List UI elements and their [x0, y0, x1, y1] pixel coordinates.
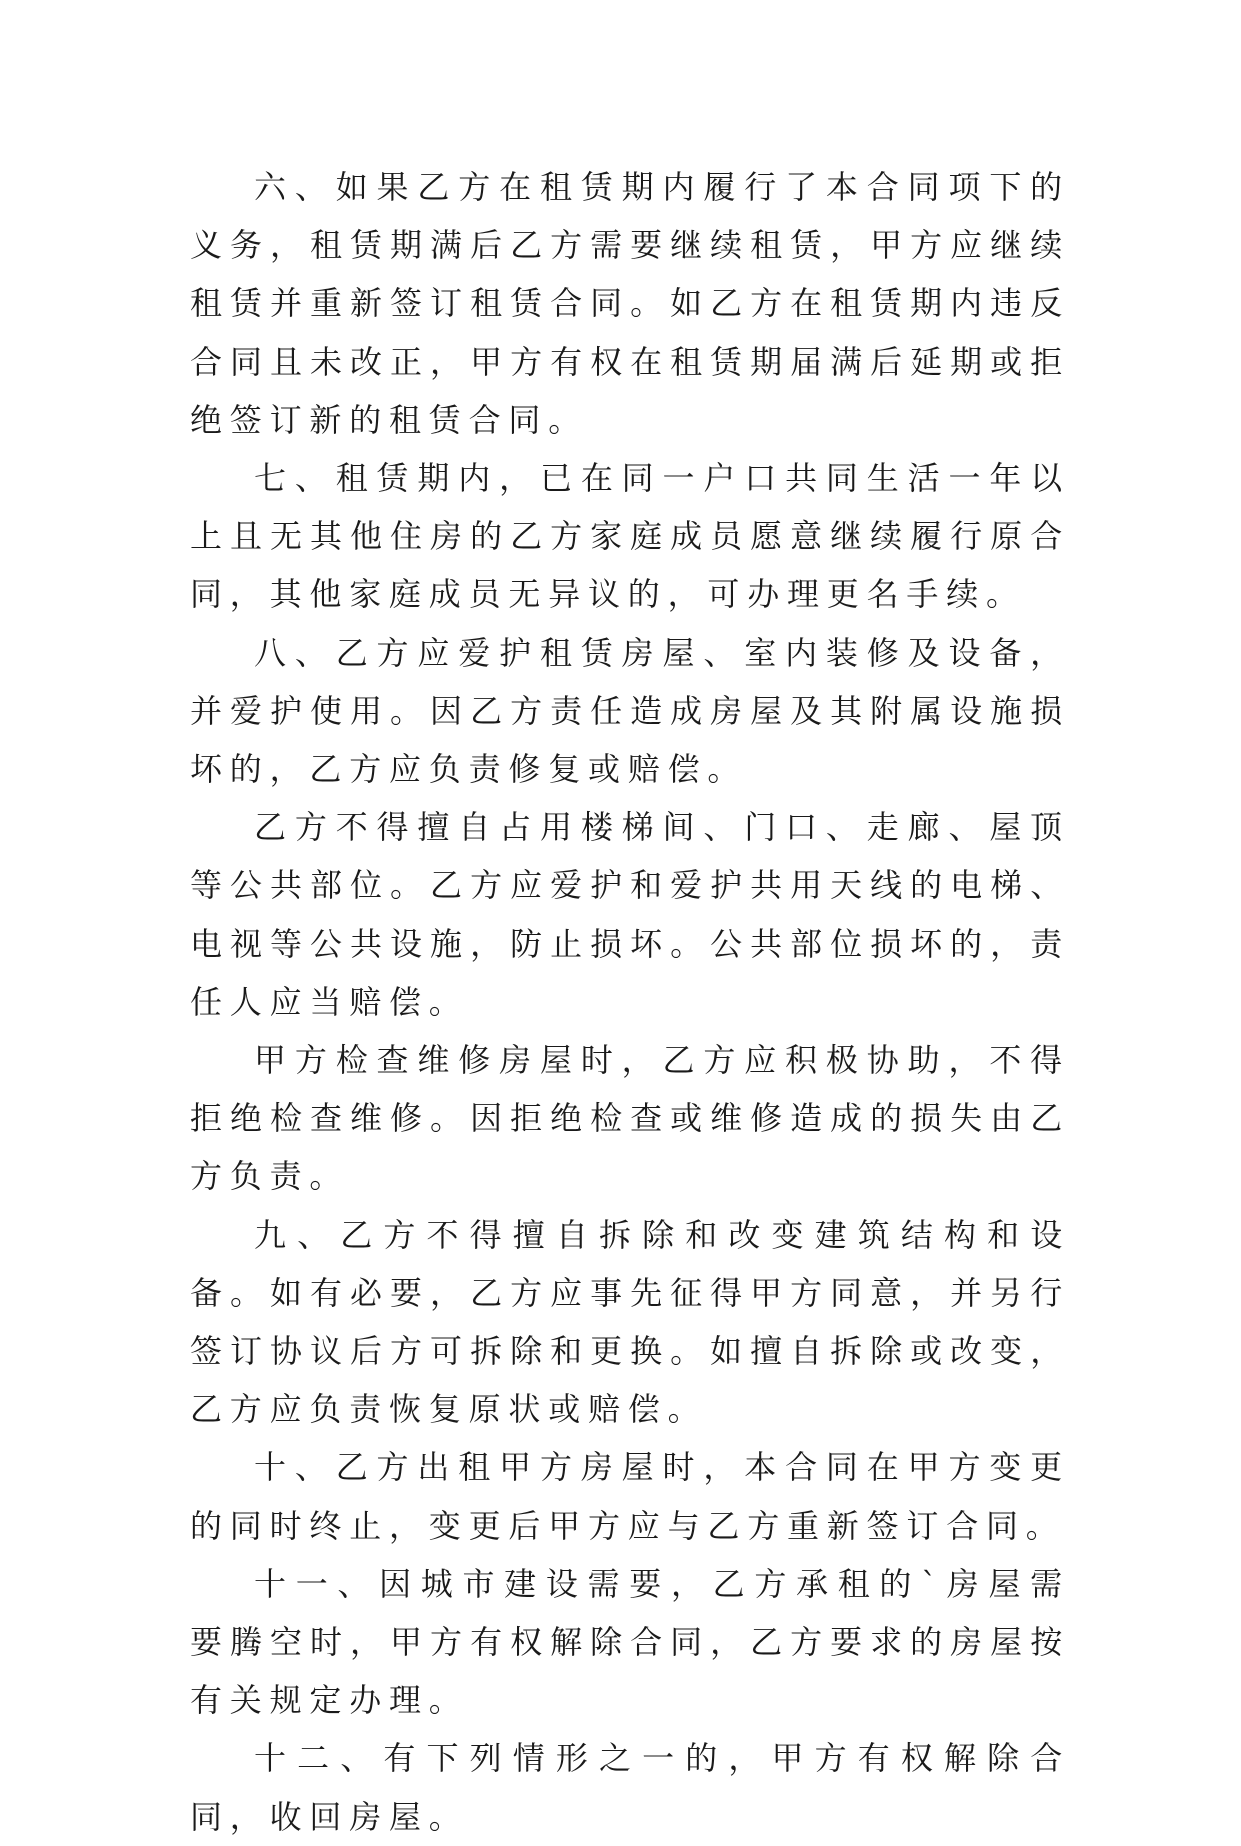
clause-6-renewal: 六、如果乙方在租赁期内履行了本合同项下的义务，租赁期满后乙方需要继续租赁，甲方应继续租赁并重新签订租赁合同。如乙方在租赁期内违反合同且未改正，甲方有权在租赁期届满后延期或拒绝签订新的租赁合同。 [190, 168, 1070, 439]
clause-10-transfer: 十、乙方出租甲方房屋时，本合同在甲方变更的同时终止，变更后甲方应与乙方重新签订合同。 [190, 1448, 1070, 1545]
clause-11-urban-construction: 十一、因城市建设需要，乙方承租的`房屋需要腾空时，甲方有权解除合同，乙方要求的房屋按有关规定办理。 [190, 1564, 1070, 1720]
clause-8-public-areas: 乙方不得擅自占用楼梯间、门口、走廊、屋顶等公共部位。乙方应爱护和爱护共用天线的电梯、电视等公共设施，防止损坏。公共部位损坏的，责任人应当赔偿。 [190, 808, 1070, 1021]
clause-7-name-change: 七、租赁期内，已在同一户口共同生活一年以上且无其他住房的乙方家庭成员愿意继续履行原合同，其他家庭成员无异议的，可办理更名手续。 [190, 459, 1070, 614]
clause-12-termination: 十二、有下列情形之一的，甲方有权解除合同，收回房屋。 [190, 1739, 1070, 1836]
clause-9-structure: 九、乙方不得擅自拆除和改变建筑结构和设备。如有必要，乙方应事先征得甲方同意，并另行签订协议后方可拆除和更换。如擅自拆除或改变，乙方应负责恢复原状或赔偿。 [190, 1215, 1070, 1429]
clause-8-inspection: 甲方检查维修房屋时，乙方应积极协助，不得拒绝检查维修。因拒绝检查或维修造成的损失由乙方负责。 [190, 1041, 1070, 1196]
clause-8-maintenance: 八、乙方应爱护租赁房屋、室内装修及设备，并爱护使用。因乙方责任造成房屋及其附属设施损坏的，乙方应负责修复或赔偿。 [190, 633, 1070, 789]
document-body [190, 158, 1070, 1846]
